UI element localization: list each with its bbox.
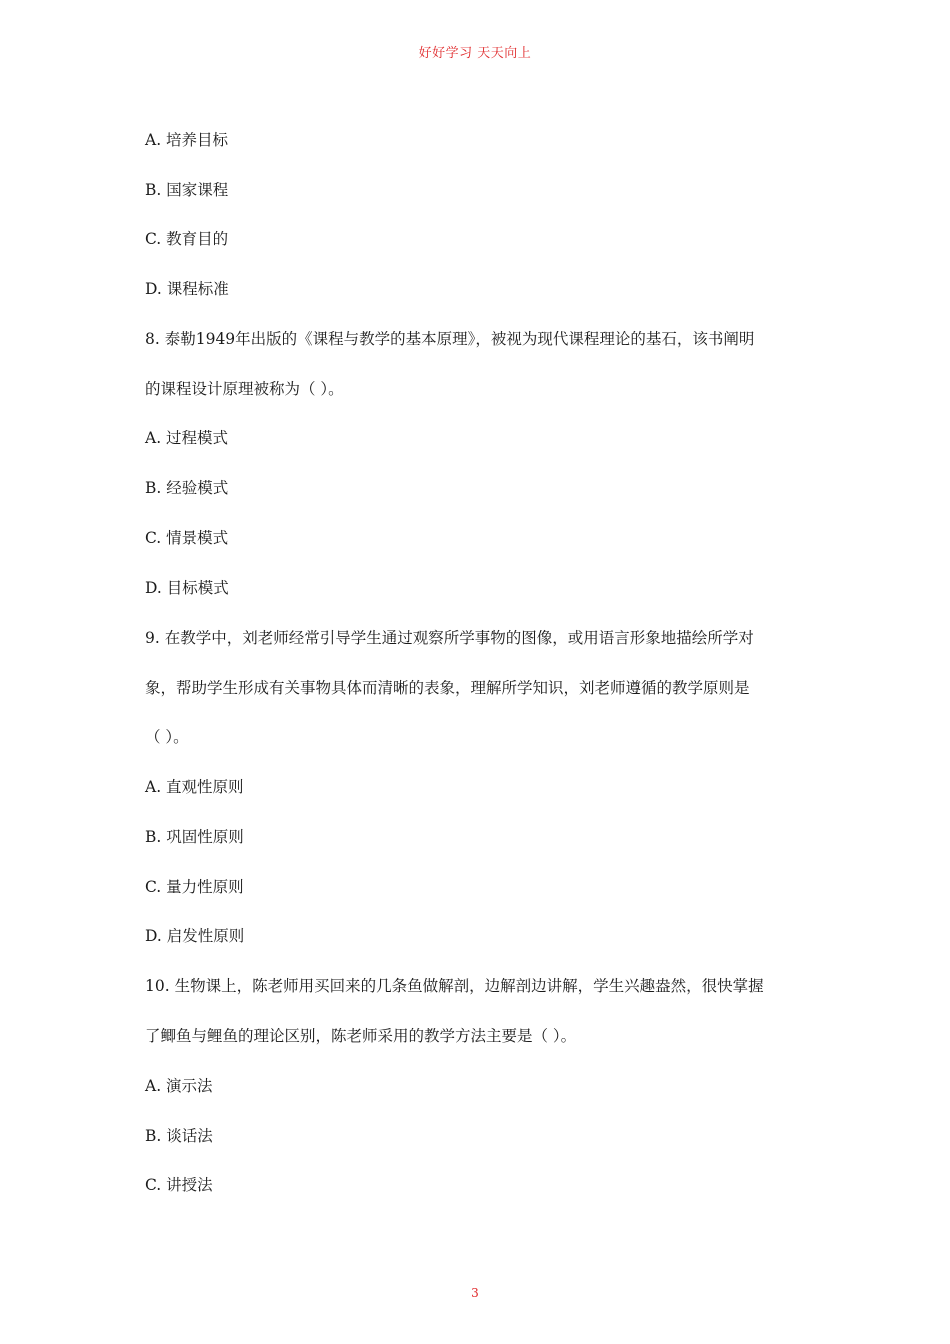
option-7b: B. 国家课程 bbox=[145, 181, 229, 199]
page-header: 好好学习 天天向上 bbox=[418, 46, 532, 61]
question-9-line-1: 9. 在教学中，刘老师经常引导学生通过观察所学事物的图像，或用语言形象地描绘所学对 bbox=[145, 629, 754, 647]
option-7c: C. 教育目的 bbox=[145, 230, 229, 248]
option-10c: C. 讲授法 bbox=[145, 1176, 213, 1194]
option-7a: A. 培养目标 bbox=[145, 131, 229, 149]
option-9b: B. 巩固性原则 bbox=[145, 828, 244, 846]
option-10a: A. 演示法 bbox=[145, 1077, 213, 1095]
question-10-line-2: 了鲫鱼与鲤鱼的理论区别，陈老师采用的教学方法主要是（ ）。 bbox=[145, 1027, 577, 1045]
question-9-line-2: 象，帮助学生形成有关事物具体而清晰的表象，理解所学知识，刘老师遵循的教学原则是 bbox=[145, 679, 750, 697]
option-8d: D. 目标模式 bbox=[145, 579, 229, 597]
page-number: 3 bbox=[471, 1286, 479, 1300]
option-10b: B. 谈话法 bbox=[145, 1127, 213, 1145]
option-9a: A. 直观性原则 bbox=[145, 778, 244, 796]
option-9c: C. 量力性原则 bbox=[145, 878, 244, 896]
option-7d: D. 课程标准 bbox=[145, 280, 229, 298]
question-9-line-3: （ ）。 bbox=[145, 728, 189, 746]
question-10-line-1: 10. 生物课上，陈老师用买回来的几条鱼做解剖，边解剖边讲解，学生兴趣盎然，很快掌握 bbox=[145, 977, 764, 995]
question-8-line-1: 8. 泰勒1949年出版的《课程与教学的基本原理》，被视为现代课程理论的基石，该书阐明 bbox=[145, 330, 755, 348]
option-8b: B. 经验模式 bbox=[145, 479, 229, 497]
option-8a: A. 过程模式 bbox=[145, 429, 229, 447]
option-9d: D. 启发性原则 bbox=[145, 927, 245, 945]
question-8-line-2: 的课程设计原理被称为（ ）。 bbox=[145, 380, 344, 398]
option-8c: C. 情景模式 bbox=[145, 529, 229, 547]
